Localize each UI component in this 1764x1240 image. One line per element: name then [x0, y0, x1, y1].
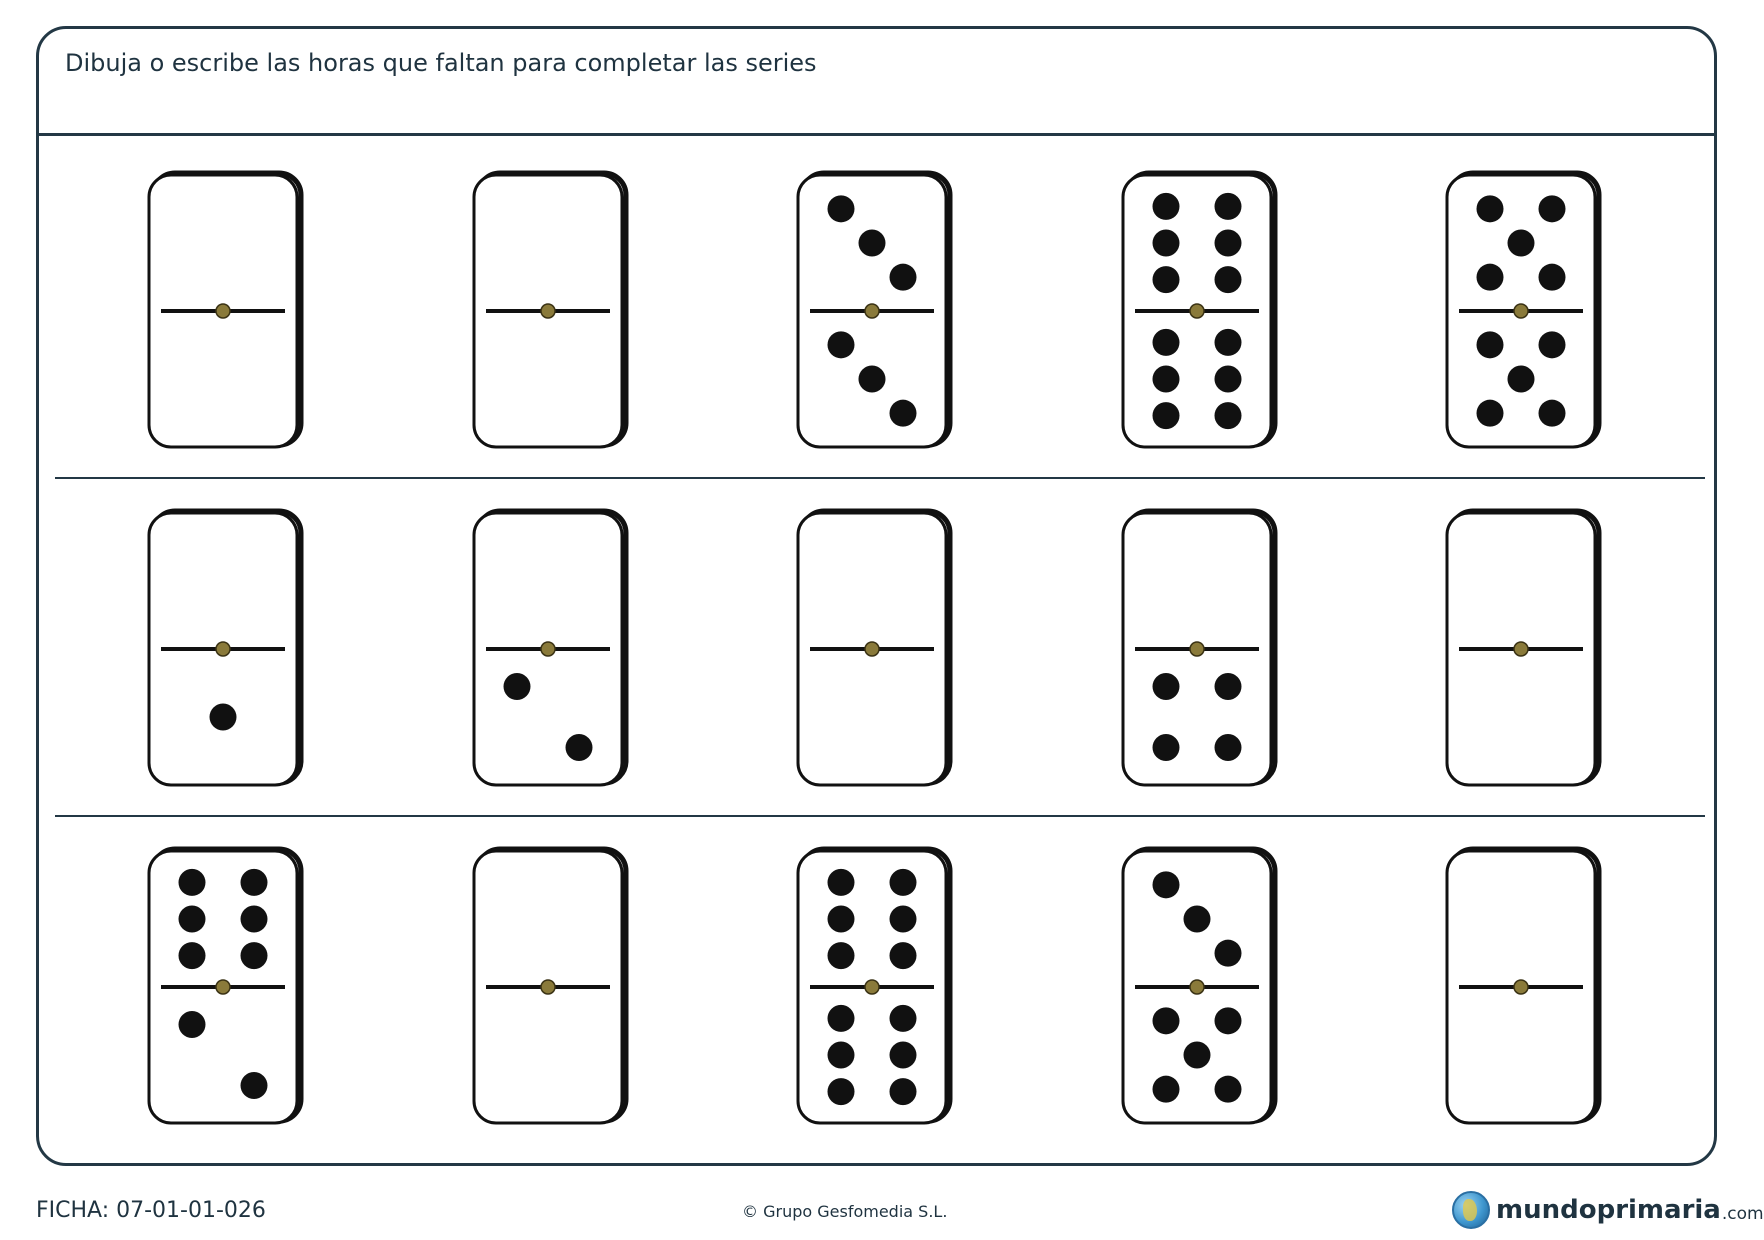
domino-tile — [796, 846, 954, 1126]
pip-bottom — [859, 366, 886, 393]
pip-bottom — [1153, 1007, 1180, 1034]
row-divider — [55, 477, 1705, 479]
domino-tile — [472, 508, 630, 788]
domino-blank[interactable] — [1445, 846, 1603, 1126]
domino-center-pin — [216, 304, 230, 318]
pip-top — [241, 869, 268, 896]
domino-center-pin — [1514, 642, 1528, 656]
pip-bottom — [1539, 400, 1566, 427]
domino-center-pin — [1190, 304, 1204, 318]
domino-center-pin — [865, 642, 879, 656]
pip-bottom — [890, 1005, 917, 1032]
pip-bottom — [1184, 1042, 1211, 1069]
pip-top — [1477, 195, 1504, 222]
pip-top — [179, 942, 206, 969]
header-divider — [39, 133, 1714, 136]
pip-top — [1539, 264, 1566, 291]
globe-icon — [1452, 1191, 1490, 1229]
pip-top — [890, 942, 917, 969]
pip-bottom — [1477, 400, 1504, 427]
domino-center-pin — [1190, 980, 1204, 994]
pip-top — [1153, 230, 1180, 257]
domino-tile — [796, 170, 954, 450]
pip-top — [1184, 906, 1211, 933]
pip-bottom — [890, 1078, 917, 1105]
pip-bottom — [1153, 673, 1180, 700]
pip-bottom — [828, 331, 855, 358]
pip-bottom — [241, 1072, 268, 1099]
pip-bottom — [1215, 329, 1242, 356]
brand-name: mundoprimaria — [1496, 1195, 1721, 1225]
domino-tile — [1121, 508, 1279, 788]
pip-top — [1153, 871, 1180, 898]
instruction-text: Dibuja o escribe las horas que faltan para completar las series — [65, 49, 817, 77]
pip-bottom — [828, 1042, 855, 1069]
pip-top — [179, 906, 206, 933]
pip-bottom — [1215, 402, 1242, 429]
domino-center-pin — [1190, 642, 1204, 656]
domino-center-pin — [865, 980, 879, 994]
pip-top — [241, 906, 268, 933]
domino-blank[interactable] — [1445, 508, 1603, 788]
row-divider — [55, 815, 1705, 817]
pip-top — [1508, 230, 1535, 257]
domino-blank[interactable] — [472, 846, 630, 1126]
pip-top — [1477, 264, 1504, 291]
pip-top — [1215, 193, 1242, 220]
domino-center-pin — [1514, 980, 1528, 994]
copyright-text: © Grupo Gesfomedia S.L. — [742, 1202, 948, 1221]
domino-tile — [1121, 170, 1279, 450]
pip-bottom — [1215, 366, 1242, 393]
pip-bottom — [1215, 734, 1242, 761]
pip-top — [890, 264, 917, 291]
pip-bottom — [1153, 734, 1180, 761]
pip-top — [241, 942, 268, 969]
pip-bottom — [1215, 1076, 1242, 1103]
pip-top — [179, 869, 206, 896]
pip-top — [859, 230, 886, 257]
domino-tile — [1121, 846, 1279, 1126]
domino-center-pin — [1514, 304, 1528, 318]
pip-bottom — [1508, 366, 1535, 393]
domino-center-pin — [541, 304, 555, 318]
pip-bottom — [828, 1005, 855, 1032]
pip-bottom — [210, 704, 237, 731]
pip-top — [1539, 195, 1566, 222]
brand-logo — [1452, 1190, 1764, 1230]
pip-bottom — [1153, 1076, 1180, 1103]
pip-bottom — [828, 1078, 855, 1105]
pip-top — [1215, 230, 1242, 257]
worksheet-code: FICHA: 07-01-01-026 — [36, 1198, 266, 1223]
domino-center-pin — [865, 304, 879, 318]
pip-top — [828, 195, 855, 222]
pip-top — [890, 906, 917, 933]
pip-bottom — [890, 1042, 917, 1069]
pip-bottom — [1215, 673, 1242, 700]
domino-center-pin — [216, 642, 230, 656]
domino-center-pin — [541, 642, 555, 656]
domino-tile — [147, 508, 305, 788]
pip-top — [1153, 266, 1180, 293]
domino-center-pin — [216, 980, 230, 994]
pip-bottom — [1539, 331, 1566, 358]
pip-bottom — [566, 734, 593, 761]
pip-top — [828, 942, 855, 969]
pip-bottom — [504, 673, 531, 700]
domino-blank[interactable] — [796, 508, 954, 788]
brand-tld: .com — [1721, 1204, 1764, 1224]
pip-bottom — [179, 1011, 206, 1038]
pip-top — [828, 906, 855, 933]
pip-bottom — [1477, 331, 1504, 358]
pip-top — [1215, 266, 1242, 293]
pip-top — [890, 869, 917, 896]
domino-tile — [147, 170, 305, 450]
pip-bottom — [890, 400, 917, 427]
pip-bottom — [1153, 366, 1180, 393]
domino-center-pin — [541, 980, 555, 994]
pip-top — [1153, 193, 1180, 220]
pip-bottom — [1153, 329, 1180, 356]
pip-bottom — [1153, 402, 1180, 429]
pip-bottom — [1215, 1007, 1242, 1034]
domino-blank[interactable] — [472, 170, 630, 450]
pip-top — [1215, 940, 1242, 967]
pip-top — [828, 869, 855, 896]
domino-tile — [1445, 170, 1603, 450]
domino-tile — [147, 846, 305, 1126]
